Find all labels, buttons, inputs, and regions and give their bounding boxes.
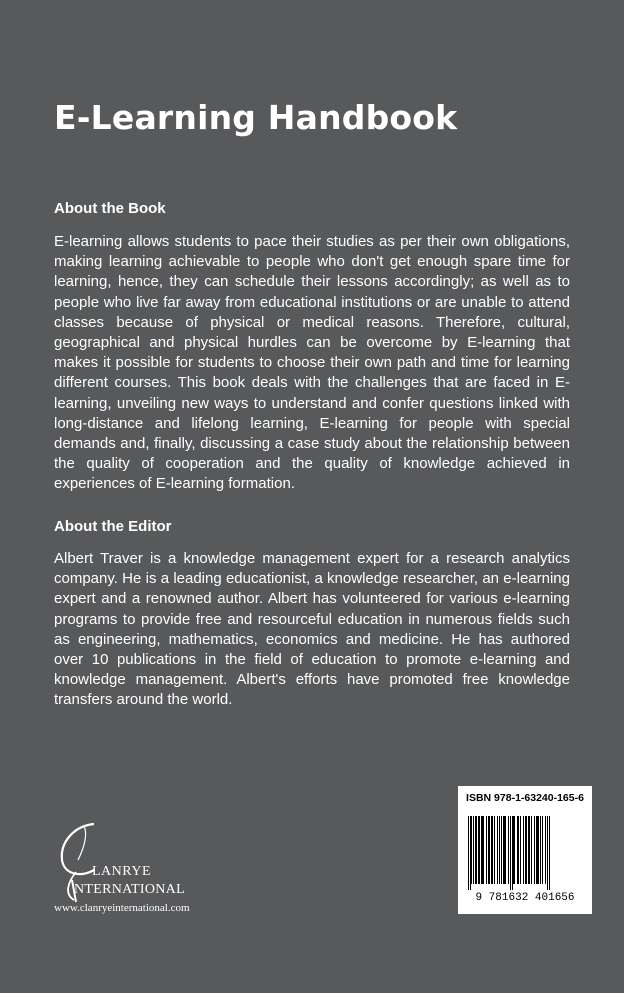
barcode-bar	[510, 816, 511, 890]
barcode-bar	[470, 816, 471, 890]
about-editor-heading: About the Editor	[54, 518, 172, 535]
barcode-bar	[501, 816, 502, 884]
barcode-bar	[525, 816, 527, 884]
barcode-bar	[536, 816, 539, 884]
barcode-bar	[499, 816, 500, 884]
publisher-website: www.clanryeinternational.com	[54, 902, 190, 914]
barcode-bar	[488, 816, 490, 884]
publisher-name-line2: NTERNATIONAL	[74, 882, 185, 897]
barcode-bar	[491, 816, 493, 884]
barcode-bar	[468, 816, 469, 890]
barcode-bar	[528, 816, 530, 884]
barcode-bar	[523, 816, 524, 884]
barcode-bar	[486, 816, 487, 884]
barcode-bar	[512, 816, 513, 890]
barcode-bar	[534, 816, 535, 884]
book-title: E-Learning Handbook	[54, 98, 458, 137]
barcode-bar	[531, 816, 532, 884]
barcode-bar	[508, 816, 509, 884]
barcode-bar	[513, 816, 515, 884]
barcode-bar	[547, 816, 548, 890]
barcode-bar	[497, 816, 498, 884]
barcode-bar	[542, 816, 543, 884]
about-book-heading: About the Book	[54, 200, 166, 217]
barcode-bar	[549, 816, 550, 890]
isbn-label: ISBN 978-1-63240-165-6	[466, 792, 584, 804]
publisher-logo	[54, 820, 224, 920]
barcode-bar	[540, 816, 541, 884]
barcode-bar	[471, 816, 472, 884]
barcode-bar	[478, 816, 480, 884]
about-book-text: E-learning allows students to pace their studies as per their own obligations, making learning achievable to people who don't get enough spare time for learning, hence, they can schedule their lessons accordingly; as well as to people who live far away from educational institutions or are unable to attend classes because of physical or medical reasons. Therefore, cultural, geographical and physical hurdles can be overcome by E-learning that makes it possible for students to choose their own path and time for learning different courses. This book deals with the challenges that are faced in E-learning, unveiling new ways to understand and confer questions linked with long-distance and lifelong learning, E-learning for people with special demands and, finally, discussing a case study about the relationship between the quality of cooperation and the quality of knowledge achieved in experiences of E-learning formation.	[54, 233, 570, 493]
barcode-bar	[545, 816, 546, 884]
barcode-bar	[494, 816, 495, 884]
barcode-digits: 9 781632 401656	[475, 892, 575, 904]
barcode-bar	[503, 816, 506, 884]
barcode-bar	[475, 816, 477, 884]
publisher-name-line1: LANRYE	[92, 864, 151, 879]
barcode-bar	[473, 816, 474, 884]
barcode-bar	[517, 816, 519, 884]
barcode-bar	[520, 816, 521, 884]
about-editor-text: Albert Traver is a knowledge management expert for a research analytics company. He is a leading educationist, a knowledge researcher, an e-learning expert and a renowned author. Albert has volunteered for various e-learning programs to provide free and resourceful education in numerous fields such as engineering, mathematics, economics and medicine. He has authored over 10 publications in the field of education to promote e-learning and knowledge management. Albert's efforts have promoted free knowledge transfers around the world.	[54, 550, 570, 709]
isbn-barcode	[458, 786, 592, 914]
barcode-bars	[466, 816, 584, 892]
barcode-bar	[481, 816, 484, 884]
